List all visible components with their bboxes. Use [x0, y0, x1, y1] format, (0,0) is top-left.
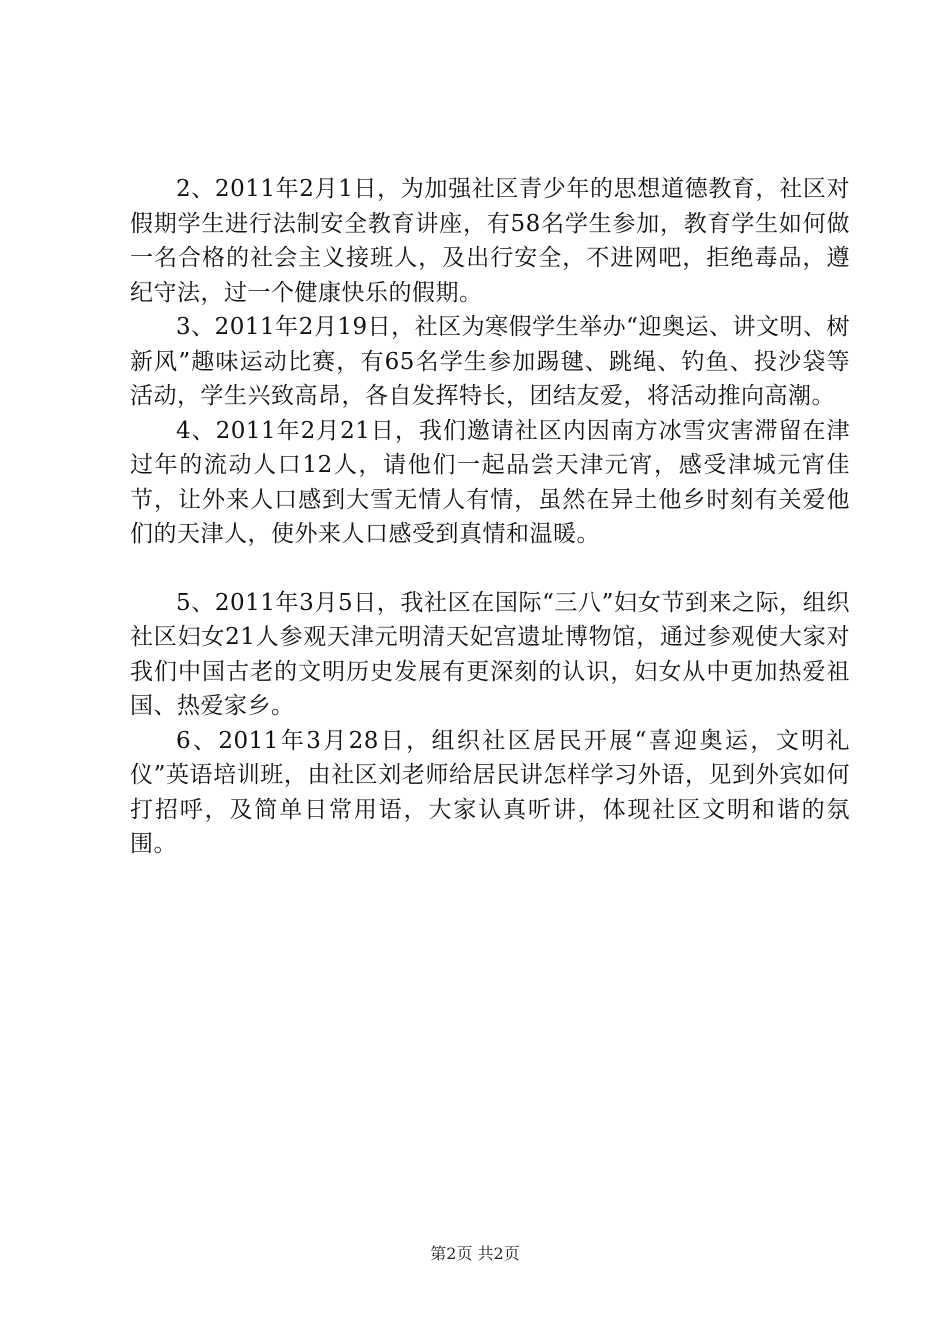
paragraph-item-2: 2、2011年2月1日，为加强社区青少年的思想道德教育，社区对假期学生进行法制安全教育讲座，有58名学生参加，教育学生如何做一名合格的社会主义接班人，及出行安全，不进网吧，拒绝毒品，遵纪守法，过一个健康快乐的假期。: [130, 176, 850, 306]
paragraph-item-3: 3、2011年2月19日，社区为寒假学生举办“迎奥运、讲文明、树新风”趣味运动比赛，有65名学生参加踢毽、跳绳、钓鱼、投沙袋等活动，学生兴致高昂，各自发挥特长，团结友爱，将活动推向高潮。: [130, 314, 850, 409]
page-footer: 第2页 共2页: [430, 1244, 520, 1263]
paragraph-item-6: 6、2011年3月28日，组织社区居民开展“喜迎奥运，文明礼仪”英语培训班，由社区刘老师给居民讲怎样学习外语，见到外宾如何打招呼，及简单日常用语，大家认真听讲，体现社区文明和谐的氛围。: [130, 727, 850, 857]
paragraph-item-5: 5、2011年3月5日，我社区在国际“三八”妇女节到来之际，组织社区妇女21人参观天津元明清天妃宫遗址博物馆，通过参观使大家对我们中国古老的文明历史发展有更深刻的认识，妇女从中更加热爱祖国、热爱家乡。: [130, 589, 850, 719]
paragraph-item-4: 4、2011年2月21日，我们邀请社区内因南方冰雪灾害滞留在津过年的流动人口12人，请他们一起品尝天津元宵，感受津城元宵佳节，让外来人口感到大雪无情人有情，虽然在异土他乡时刻有关爱他们的天津人，使外来人口感受到真情和温暖。: [130, 417, 850, 547]
document-body: [130, 172, 850, 862]
